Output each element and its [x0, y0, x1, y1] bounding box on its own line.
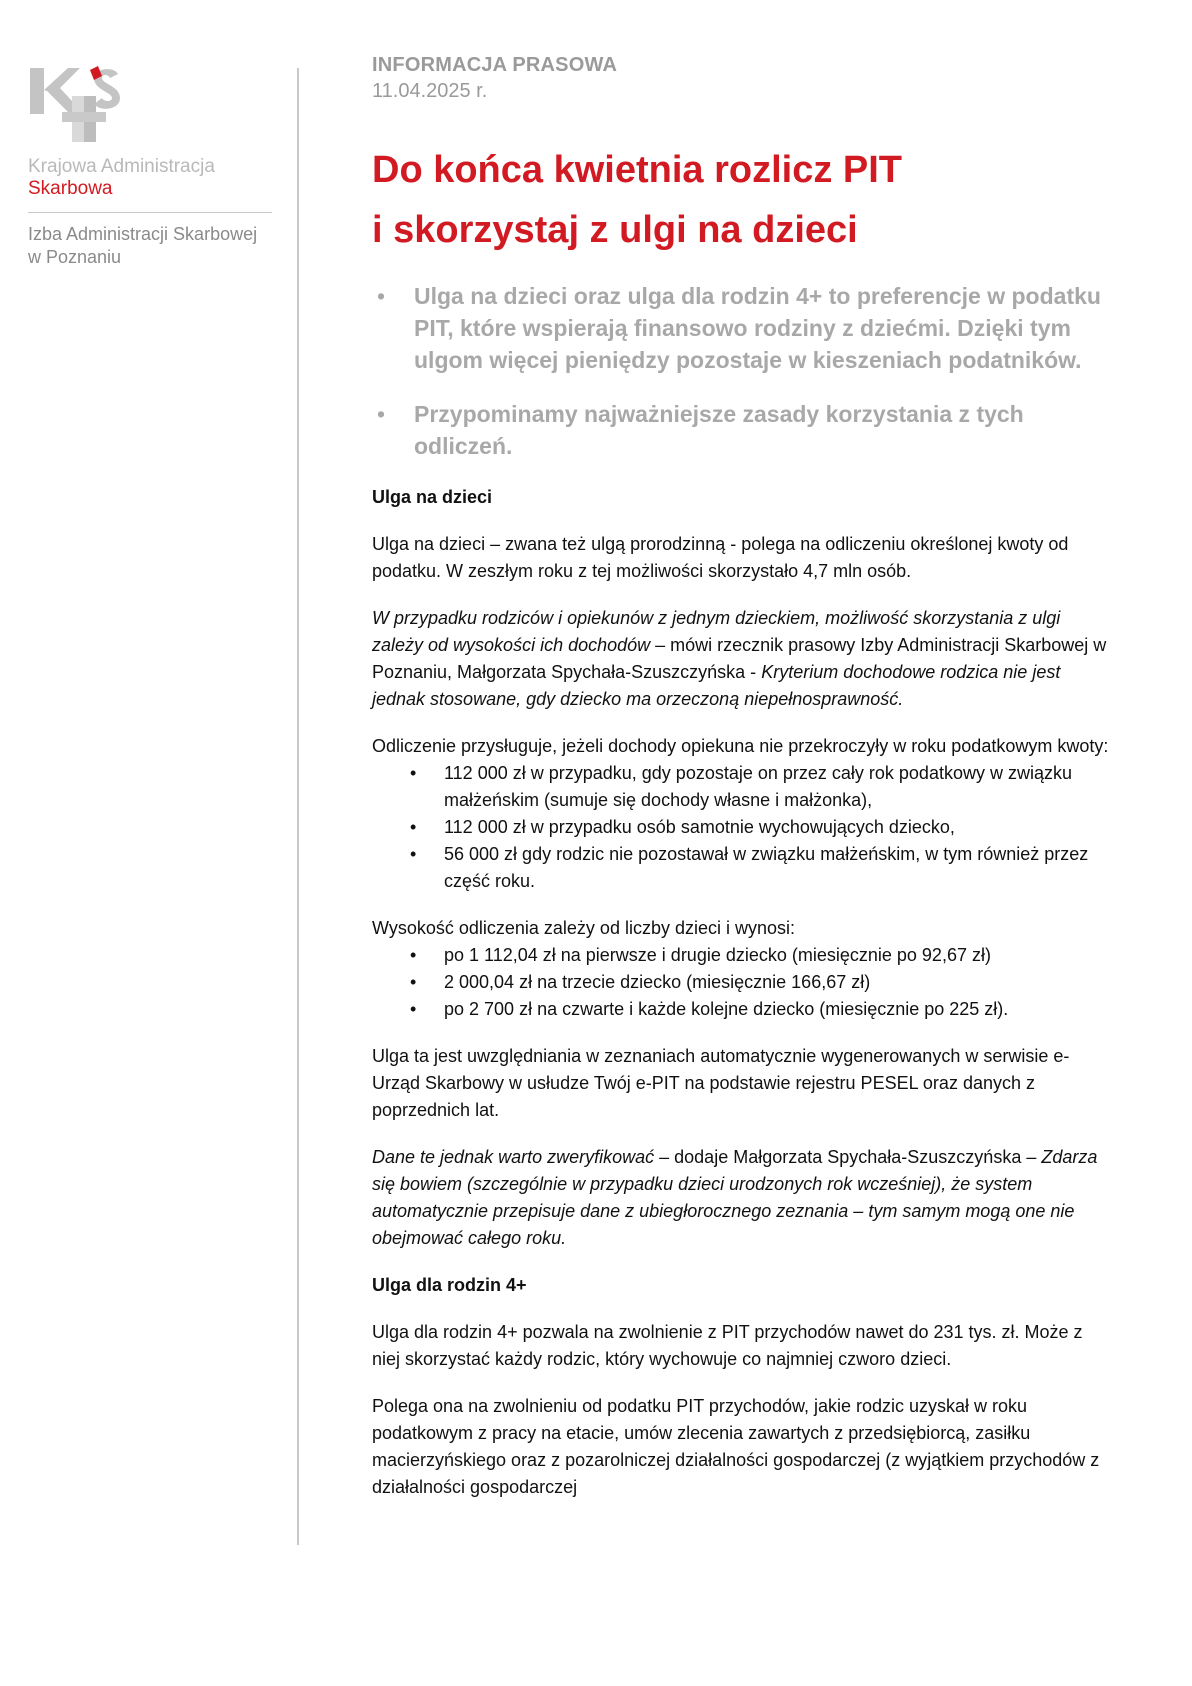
izba-line1: Izba Administracji Skarbowej — [28, 224, 258, 244]
quote-attribution: – mówi rzecznik prasowy Izby Administracji Skarbowej w Poznaniu, Małgorzata Spychała-Szuszczyńska - — [372, 635, 1107, 682]
vertical-divider — [297, 68, 299, 1545]
list-item: • po 1 112,04 zł na pierwsze i drugie dziecko (miesięcznie po 92,67 zł) — [372, 942, 1112, 969]
quote-italic: Kryterium dochodowe rodzica nie jest jednak stosowane, gdy dziecko ma orzeczoną niepełnosprawność. — [372, 662, 1061, 709]
section-heading-ulga-na-dzieci: Ulga na dzieci — [372, 487, 493, 507]
deduction-amounts-list — [372, 942, 1112, 1023]
org-name-line2: Skarbowa — [28, 178, 113, 199]
sidebar — [28, 66, 276, 269]
headline-line1: Do końca kwietnia rozlicz PIT — [372, 149, 903, 191]
list-item: • 112 000 zł w przypadku osób samotnie wychowujących dziecko, — [372, 814, 1112, 841]
paragraph: Ulga dla rodzin 4+ pozwala na zwolnienie z PIT przychodów nawet do 231 tys. zł. Może z niej skorzystać każdy rodzic, który wychowuje co najmniej czworo dzieci. — [372, 1322, 1083, 1369]
lead-item: • Ulga na dzieci oraz ulga dla rodzin 4+ to preferencje w podatku PIT, które wspierają finansowo rodziny z dziećmi. Dzięki tym ulgom więcej pieniędzy pozostaje w kieszeniach podatników. — [372, 280, 1112, 376]
kas-logo-icon — [28, 66, 138, 146]
org-name — [28, 156, 276, 200]
quote-italic: Dane te jednak warto zweryfikować — [372, 1147, 655, 1167]
quote-paragraph — [372, 1144, 1112, 1252]
quote-attribution: – dodaje Małgorzata Spychała-Szuszczyńska — [654, 1147, 1027, 1167]
quote-paragraph — [372, 605, 1112, 713]
lead-list — [372, 280, 1112, 462]
press-label: INFORMACJA PRASOWA — [372, 54, 618, 76]
list-item: • 2 000,04 zł na trzecie dziecko (miesięcznie 166,67 zł) — [372, 969, 1112, 996]
kas-logo — [28, 66, 138, 146]
paragraph: Polega ona na zwolnieniu od podatku PIT przychodów, jakie rodzic uzyskał w roku podatkowym z pracy na etacie, umów zlecenia zawartych z przedsiębiorcą, zasiłku macierzyńskiego oraz z pozarolniczej działalności gospodarczej (z wyjątkiem przychodów z działalności gospodarczej — [372, 1396, 1100, 1497]
headline-line2: i skorzystaj z ulgi na dzieci — [372, 209, 858, 251]
paragraph: Wysokość odliczenia zależy od liczby dzieci i wynosi: — [372, 918, 795, 938]
sidebar-divider — [28, 212, 272, 213]
paragraph: Ulga ta jest uwzględniania w zeznaniach automatycznie wygenerowanych w serwisie e-Urząd Skarbowy w usłudze Twój e-PIT na podstawie rejestru PESEL oraz danych z poprzednich lat. — [372, 1046, 1070, 1120]
press-date: 11.04.2025 r. — [372, 80, 488, 102]
section-heading-ulga-4plus: Ulga dla rodzin 4+ — [372, 1275, 527, 1295]
lead-item: • Przypominamy najważniejsze zasady korzystania z tych odliczeń. — [372, 398, 1112, 462]
list-item: • po 2 700 zł na czwarte i każde kolejne dziecko (miesięcznie po 225 zł). — [372, 996, 1112, 1023]
quote-italic: – Zdarza się bowiem (szczególnie w przypadku dzieci urodzonych rok wcześniej), że system automatycznie przepisuje dane z ubiegłorocznego zeznania – tym samym mogą one nie obejmować całego roku. — [372, 1147, 1098, 1248]
izba-line2: w Poznaniu — [28, 247, 122, 267]
headline — [372, 140, 1112, 260]
quote-italic: W przypadku rodziców i opiekunów z jednym dzieckiem, możliwość skorzystania z ulgi zależy od wysokości ich dochodów — [372, 608, 1061, 655]
paragraph: Odliczenie przysługuje, jeżeli dochody opiekuna nie przekroczyły w roku podatkowym kwoty: — [372, 736, 1109, 756]
list-item: • 56 000 zł gdy rodzic nie pozostawał w związku małżeńskim, w tym również przez część roku. — [372, 841, 1112, 895]
income-limits-list — [372, 760, 1112, 895]
izba-name — [28, 223, 276, 269]
paragraph: Ulga na dzieci – zwana też ulgą prorodzinną - polega na odliczeniu określonej kwoty od podatku. W zeszłym roku z tej możliwości skorzystało 4,7 mln osób. — [372, 534, 1069, 581]
list-item: • 112 000 zł w przypadku, gdy pozostaje on przez cały rok podatkowy w związku małżeńskim (sumuje się dochody własne i małżonka), — [372, 760, 1112, 814]
main-content — [372, 52, 1112, 1501]
org-name-line1: Krajowa Administracja — [28, 156, 215, 177]
